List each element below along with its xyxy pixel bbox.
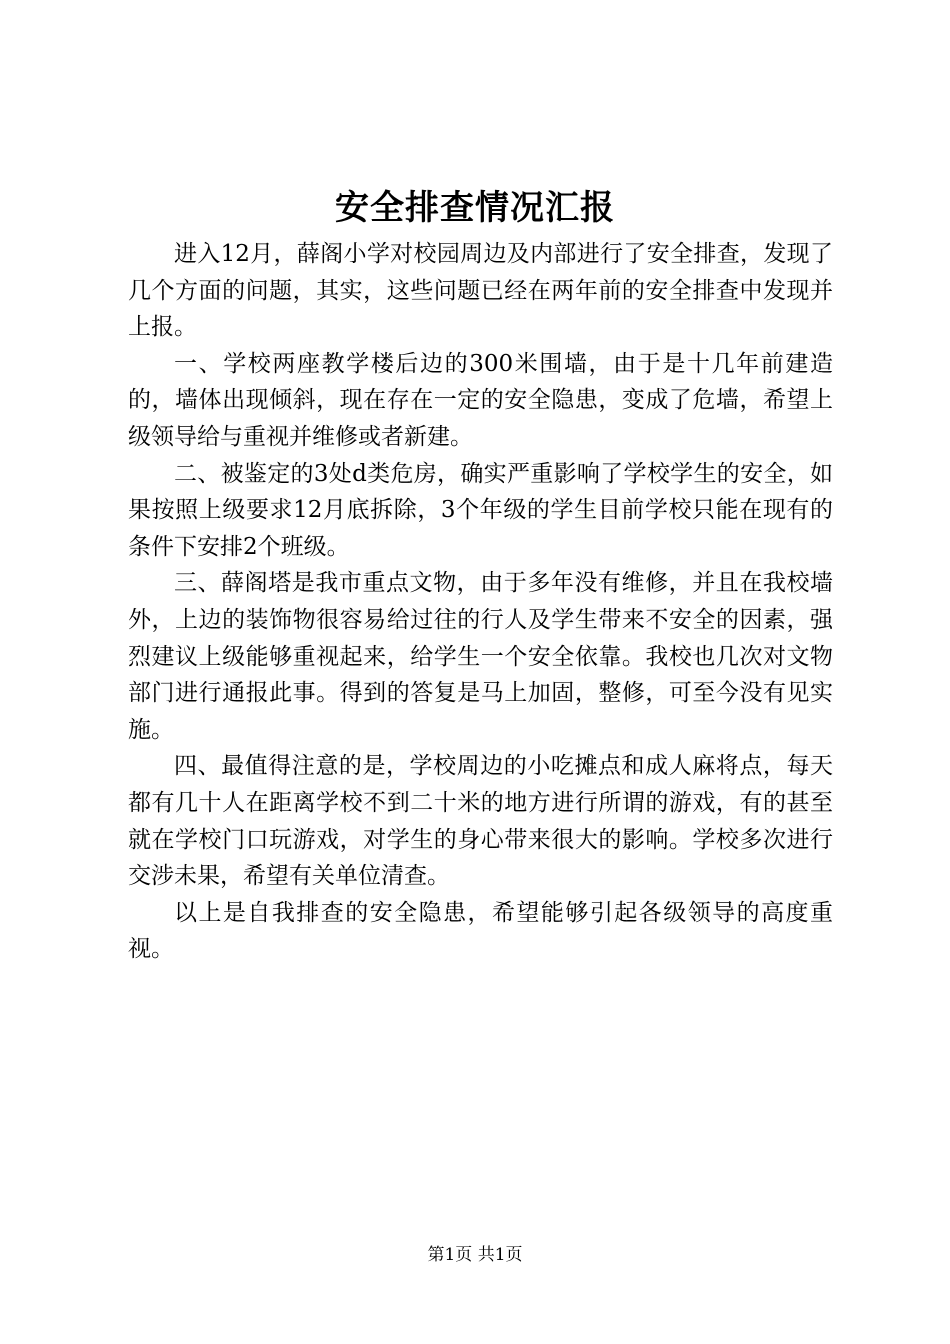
document-body: [128, 236, 833, 968]
paragraph-item-3: 三、薛阁塔是我市重点文物，由于多年没有维修，并且在我校墙外，上边的装饰物很容易给过往的行人及学生带来不安全的因素，强烈建议上级能够重视起来，给学生一个安全依靠。我校也几次对文物部门进行通报此事。得到的答复是马上加固，整修，可至今没有见实施。: [128, 570, 833, 743]
page-number: 第1页: [427, 1245, 473, 1265]
document-title: 安全排查情况汇报: [335, 188, 615, 228]
page-total: 共1页: [477, 1245, 523, 1265]
paragraph-item-4: 四、最值得注意的是，学校周边的小吃摊点和成人麻将点，每天都有几十人在距离学校不到二十米的地方进行所谓的游戏，有的甚至就在学校门口玩游戏，对学生的身心带来很大的影响。学校多次进行交涉未果，希望有关单位清查。: [128, 753, 833, 890]
paragraph-intro: 进入12月，薛阁小学对校园周边及内部进行了安全排查，发现了几个方面的问题，其实，这些问题已经在两年前的安全排查中发现并上报。: [128, 241, 833, 341]
page-footer: [0, 1244, 950, 1266]
paragraph-item-1: 一、学校两座教学楼后边的300米围墙，由于是十几年前建造的，墙体出现倾斜，现在存在一定的安全隐患，变成了危墙，希望上级领导给与重视并维修或者新建。: [128, 350, 833, 450]
paragraph-conclusion: 以上是自我排查的安全隐患，希望能够引起各级领导的高度重视。: [128, 899, 833, 963]
paragraph-item-2: 二、被鉴定的3处d类危房，确实严重影响了学校学生的安全，如果按照上级要求12月底拆除，3个年级的学生目前学校只能在现有的条件下安排2个班级。: [128, 460, 833, 560]
